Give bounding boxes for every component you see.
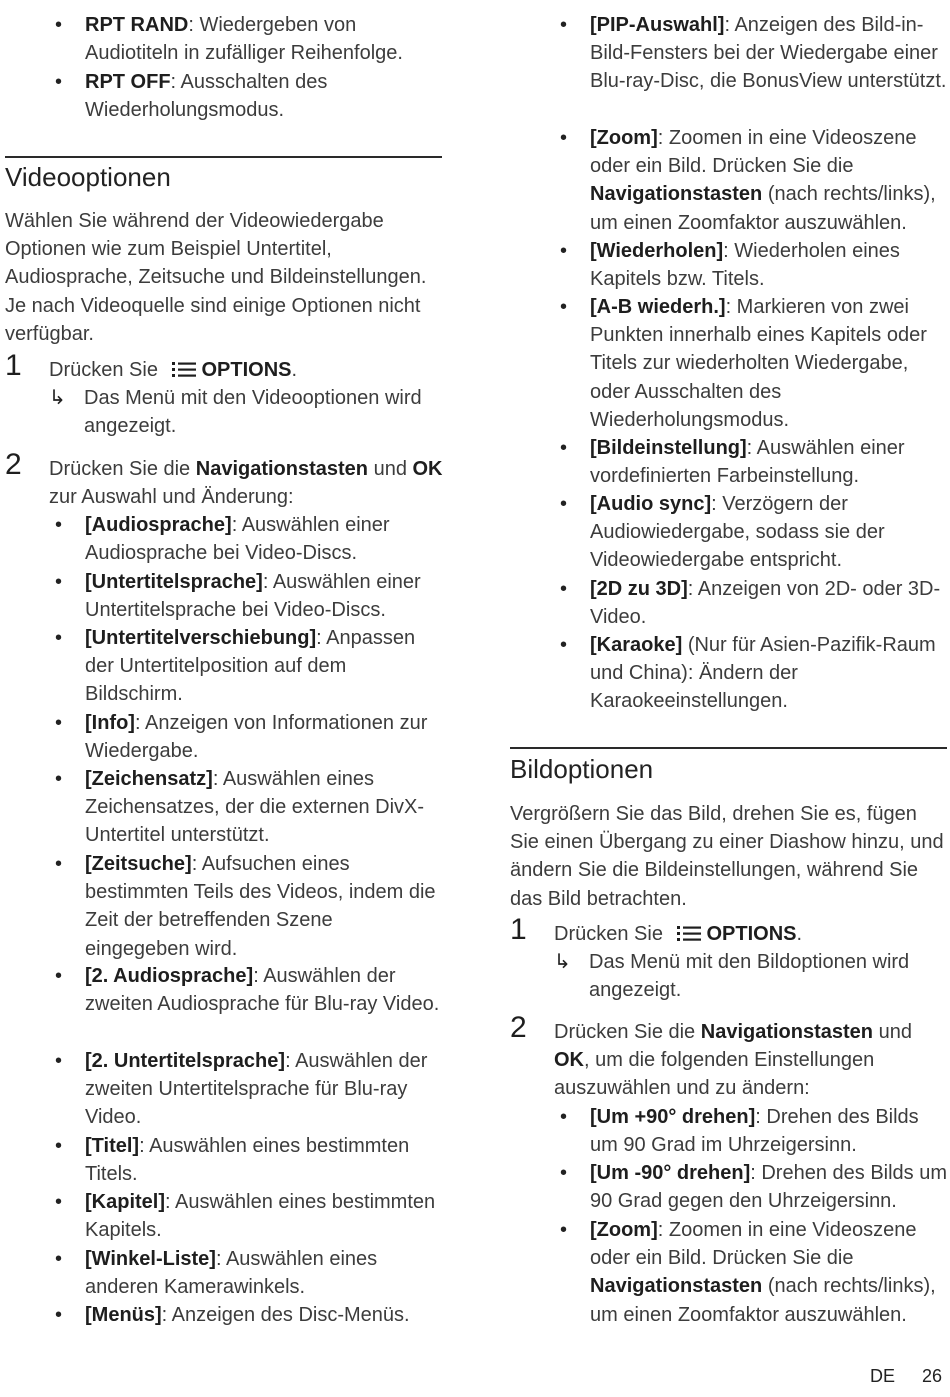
page-number: 26 bbox=[922, 1366, 943, 1386]
step-number: 2 bbox=[5, 448, 22, 481]
bullet-icon: • bbox=[55, 1191, 63, 1213]
bullet-icon: • bbox=[55, 627, 63, 649]
bullet-icon: • bbox=[55, 571, 63, 593]
step-text: Drücken Sie OPTIONS. bbox=[49, 359, 298, 381]
bullet-icon: • bbox=[560, 240, 568, 262]
bullet-icon: • bbox=[55, 1248, 63, 1270]
footer-language: DE bbox=[870, 1366, 896, 1386]
section-intro: Wählen Sie während der Videowiedergabe Optionen wie zum Beispiel Untertitel, Audiosprache, Zeitsuche und Bildeinstellungen. Je nach Videoquelle sind einige Optionen nicht verfügbar. bbox=[5, 210, 427, 345]
section-title: Bildoptionen bbox=[510, 754, 654, 784]
bullet-icon: • bbox=[55, 14, 63, 36]
result-arrow-icon: ↳ bbox=[554, 951, 571, 973]
bullet-icon: • bbox=[55, 1135, 63, 1157]
bullet-icon: • bbox=[55, 514, 63, 536]
bullet-icon: • bbox=[560, 437, 568, 459]
bullet-icon: • bbox=[560, 634, 568, 656]
bullet-icon: • bbox=[55, 712, 63, 734]
step-text: Drücken Sie die Navigationstasten und OK zur Auswahl und Änderung: bbox=[49, 458, 443, 509]
step-number: 1 bbox=[510, 913, 527, 946]
bullet-icon: • bbox=[55, 71, 63, 93]
bullet-icon: • bbox=[560, 127, 568, 149]
section-title: Videooptionen bbox=[5, 162, 171, 192]
bullet-icon: • bbox=[560, 578, 568, 600]
bullet-icon: • bbox=[560, 14, 568, 36]
bullet-icon: • bbox=[55, 768, 63, 790]
result-arrow-icon: ↳ bbox=[49, 387, 66, 409]
bullet-icon: • bbox=[560, 1219, 568, 1241]
bullet-icon: • bbox=[560, 1162, 568, 1184]
menu-list-icon bbox=[677, 925, 701, 941]
section-divider bbox=[5, 156, 442, 158]
step-text: Drücken Sie die Navigationstasten und OK, um die folgenden Einstellungen auszuwählen und zu ändern: bbox=[554, 1021, 912, 1100]
bullet-icon: • bbox=[55, 1304, 63, 1326]
bullet-icon: • bbox=[55, 853, 63, 875]
bullet-icon: • bbox=[560, 1106, 568, 1128]
bullet-icon: • bbox=[55, 965, 63, 987]
step-number: 1 bbox=[5, 349, 22, 382]
bullet-icon: • bbox=[560, 493, 568, 515]
section-divider bbox=[510, 747, 947, 749]
bullet-icon: • bbox=[55, 1050, 63, 1072]
step-number: 2 bbox=[510, 1011, 527, 1044]
bullet-icon: • bbox=[560, 296, 568, 318]
menu-list-icon bbox=[172, 361, 196, 377]
section-intro: Vergrößern Sie das Bild, drehen Sie es, fügen Sie einen Übergang zu einer Diashow hinzu, und ändern Sie die Bildeinstellungen, während Sie das Bild betrachten. bbox=[510, 803, 944, 910]
step-text: Drücken Sie OPTIONS. bbox=[554, 923, 803, 945]
